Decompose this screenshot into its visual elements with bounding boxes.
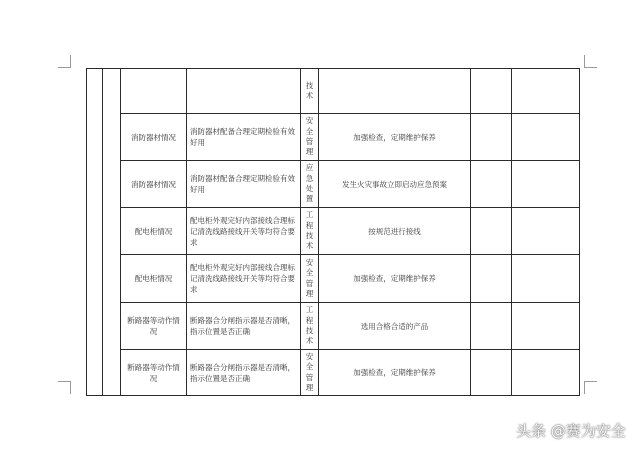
empty-cell	[471, 255, 512, 303]
table-row	[87, 161, 580, 208]
control-category-cell	[301, 255, 319, 303]
inspection-standard-cell: 配电柜外观完好内部接线合理标记清洗线路接线开关等均符合要求	[187, 255, 301, 303]
empty-cell	[512, 208, 580, 255]
empty-cell	[512, 69, 580, 114]
control-measure-cell: 选用合格合适的产品	[319, 303, 471, 350]
control-category-text: 技术	[305, 80, 314, 100]
control-category-text: 安全管理	[305, 116, 314, 157]
inspection-item-cell: 消防器材情况	[121, 161, 187, 208]
risk-control-table	[86, 68, 580, 396]
inspection-item-cell: 断路器等动作情况	[121, 350, 187, 396]
inspection-standard-cell	[187, 69, 301, 114]
control-category-text: 安全管理	[305, 257, 314, 298]
inspection-standard-cell: 断路器合分闸指示器是否清晰，指示位置是否正确	[187, 350, 301, 396]
control-measure-cell: 按规范进行接线	[319, 208, 471, 255]
control-measure-cell: 加强检查，定期维护保养	[319, 114, 471, 161]
watermark: 头条 @赛为安全	[516, 422, 626, 440]
crop-mark-bottom-left	[58, 381, 71, 394]
merged-cell-left-inner	[103, 69, 121, 396]
empty-cell	[512, 350, 580, 396]
inspection-item-cell: 消防器材情况	[121, 114, 187, 161]
control-category-text: 应急处置	[305, 163, 314, 204]
empty-cell	[512, 161, 580, 208]
control-category-text: 安全管理	[305, 351, 314, 392]
table-row	[87, 208, 580, 255]
crop-mark-bottom-right	[584, 381, 597, 394]
control-measure-cell: 加强检查，定期维护保养	[319, 350, 471, 396]
inspection-item-cell	[121, 69, 187, 114]
control-measure-cell	[319, 69, 471, 114]
table-row	[87, 303, 580, 350]
control-category-cell	[301, 69, 319, 114]
empty-cell	[471, 69, 512, 114]
inspection-item-cell: 配电柜情况	[121, 208, 187, 255]
control-category-cell	[301, 208, 319, 255]
empty-cell	[512, 303, 580, 350]
table-row	[87, 255, 580, 303]
table-row	[87, 350, 580, 396]
empty-cell	[471, 208, 512, 255]
merged-cell-left	[87, 69, 103, 396]
inspection-item-cell: 断路器等动作情况	[121, 303, 187, 350]
control-category-cell	[301, 114, 319, 161]
crop-mark-top-right	[584, 55, 597, 68]
empty-cell	[512, 255, 580, 303]
inspection-standard-cell: 消防器材配备合理定期检验有效好用	[187, 161, 301, 208]
empty-cell	[471, 161, 512, 208]
table-row	[87, 69, 580, 114]
control-category-cell	[301, 161, 319, 208]
empty-cell	[512, 114, 580, 161]
empty-cell	[471, 303, 512, 350]
empty-cell	[471, 350, 512, 396]
control-category-cell	[301, 350, 319, 396]
control-measure-cell: 发生火灾事故立即启动应急预案	[319, 161, 471, 208]
control-category-text: 工程技术	[305, 305, 314, 346]
inspection-standard-cell: 配电柜外观完好内部接线合理标记清洗线路接线开关等均符合要求	[187, 208, 301, 255]
control-category-cell	[301, 303, 319, 350]
control-measure-cell: 加强检查，定期维护保养	[319, 255, 471, 303]
crop-mark-top-left	[58, 55, 71, 68]
inspection-standard-cell: 消防器材配备合理定期检验有效好用	[187, 114, 301, 161]
inspection-item-cell: 配电柜情况	[121, 255, 187, 303]
inspection-standard-cell: 断路器合分闸指示器是否清晰，指示位置是否正确	[187, 303, 301, 350]
empty-cell	[471, 114, 512, 161]
table-row	[87, 114, 580, 161]
control-category-text: 工程技术	[305, 210, 314, 251]
